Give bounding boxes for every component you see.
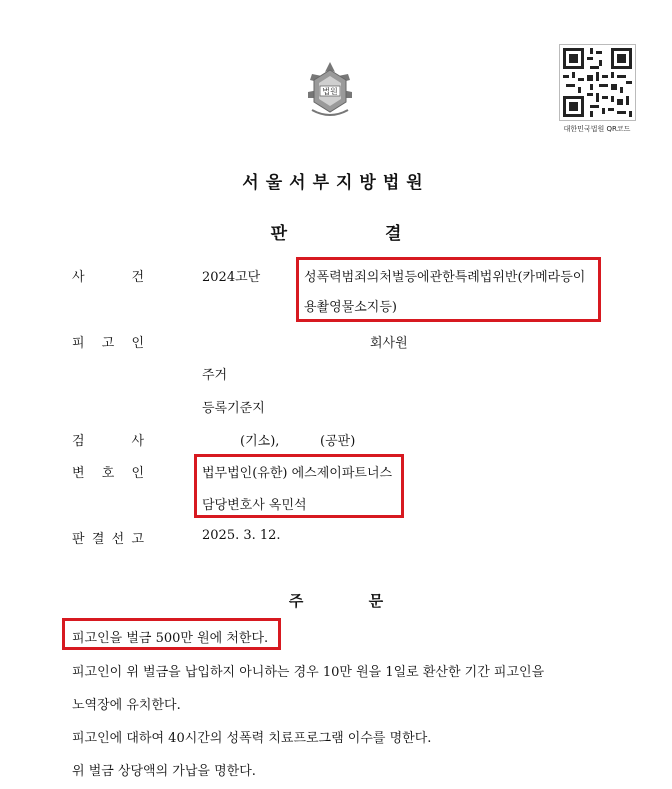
prosecutor-label: 검 사 [72, 434, 144, 449]
verdict-date: 2025. 3. 12. [202, 528, 281, 543]
defendant-occupation: 회사원 [370, 336, 408, 351]
order-line-3: 노역장에 유치한다. [72, 698, 181, 713]
title-char: 판 [270, 224, 288, 244]
qr-code-icon [559, 44, 636, 121]
order-line-5: 위 벌금 상당액의 가납을 명한다. [72, 764, 256, 779]
case-number: 2024고단 [202, 270, 261, 285]
document-title [0, 219, 672, 244]
court-name: 서울서부지방법원 [242, 173, 430, 193]
qr-code-label: 대한민국법원 QR코드 [563, 125, 631, 133]
order-line-4: 피고인에 대하여 40시간의 성폭력 치료프로그램 이수를 명한다. [72, 731, 432, 746]
counsel-firm: 법무법인(유한) 에스제이파트너스 [202, 466, 393, 481]
registry-label: 등록기준지 [202, 401, 265, 416]
defendant-label: 피 고 인 [72, 336, 144, 351]
court-emblem-icon [304, 60, 356, 122]
counsel-label: 변 호 인 [72, 466, 144, 481]
address-label: 주거 [202, 368, 228, 383]
order-line-2: 피고인이 위 벌금을 납입하지 아니하는 경우 10만 원을 1일로 환산한 기간 피고인을 [72, 665, 545, 680]
order-line-1: 피고인을 벌금 500만 원에 처한다. [72, 631, 269, 646]
verdict-date-label: 판 결 선 고 [72, 532, 144, 547]
case-title-line1: 성폭력범죄의처벌등에관한특례법위반(카메라등이 [304, 270, 586, 285]
order-title: 주 문 [288, 592, 384, 610]
prosecutor-role-trial: (공판) [320, 434, 356, 449]
case-label: 사 건 [72, 270, 144, 285]
prosecutor-role-indictment: (기소), [240, 434, 280, 449]
emblem-label: 법원 [322, 87, 338, 96]
counsel-attorney: 담당변호사 옥민석 [202, 498, 307, 513]
title-char: 결 [384, 224, 402, 244]
case-title-line2: 용촬영물소지등) [304, 300, 397, 315]
